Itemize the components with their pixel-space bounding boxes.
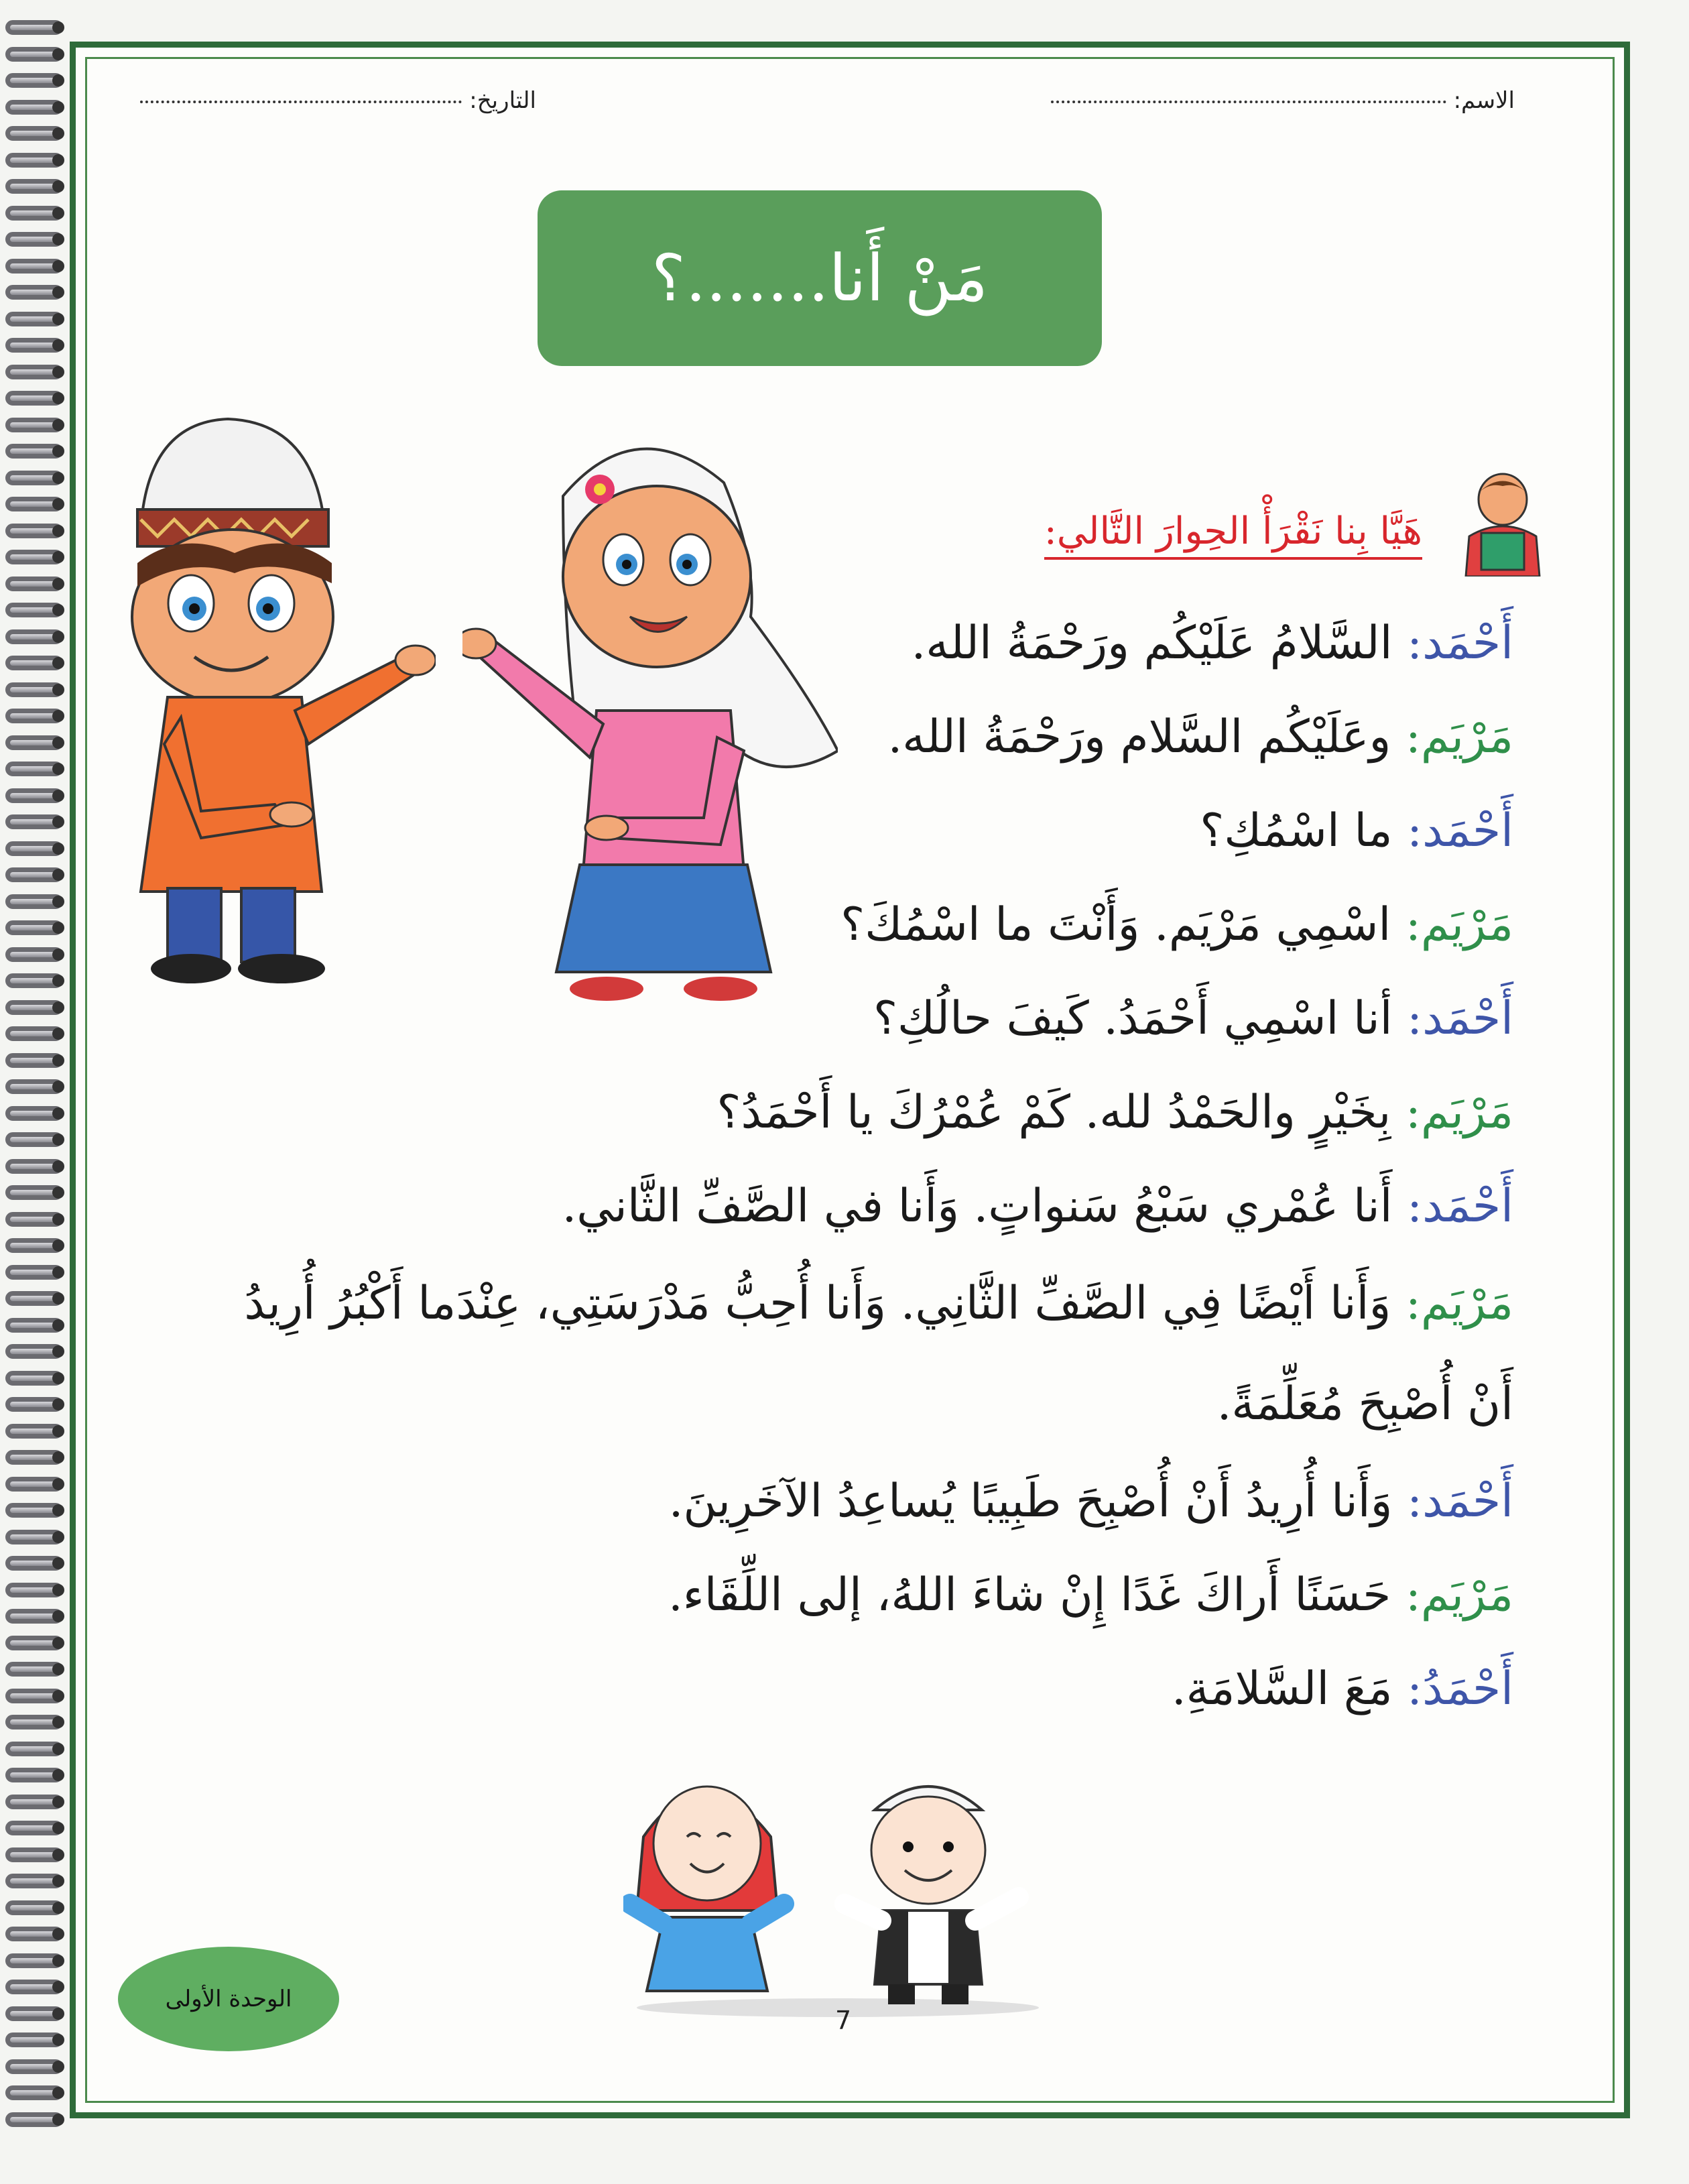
binding-hole: [52, 392, 64, 404]
binding-hole: [52, 1319, 64, 1331]
dialog-line: [186, 1254, 1513, 1455]
binding-hole: [52, 1425, 64, 1437]
speaker-name: مَرْيَم:: [1405, 1086, 1513, 1139]
binding-hole: [52, 419, 64, 431]
binding-hole: [52, 1478, 64, 1490]
binding-hole: [52, 21, 64, 34]
binding-hole: [52, 790, 64, 802]
binding-hole: [52, 366, 64, 378]
speaker-name: أَحْمَد:: [1407, 804, 1513, 857]
binding-hole: [52, 498, 64, 510]
dialog-line: [186, 690, 1513, 784]
binding-hole: [52, 1398, 64, 1410]
binding-hole: [52, 525, 64, 537]
name-blank-line: [1051, 101, 1446, 103]
date-label: التاريخ:: [469, 87, 536, 114]
page-title: مَنْ أَنا.......؟: [651, 241, 989, 316]
dialog-line: [186, 1066, 1513, 1160]
binding-hole: [52, 1769, 64, 1781]
binding-hole: [52, 1796, 64, 1808]
binding-hole: [52, 1875, 64, 1887]
binding-hole: [52, 74, 64, 86]
binding-hole: [52, 180, 64, 192]
binding-hole: [52, 1902, 64, 1914]
dialog-text: اسْمِي مَرْيَم. وَأَنْتَ ما اسْمُكَ؟: [840, 898, 1391, 951]
binding-hole: [52, 869, 64, 881]
dialog-line: [186, 972, 1513, 1066]
speaker-name: مَرْيَم:: [1405, 711, 1513, 764]
binding-hole: [52, 1134, 64, 1146]
binding-hole: [52, 101, 64, 113]
dialog-text: مَعَ السَّلامَةِ.: [1171, 1662, 1393, 1715]
dialog-line: [186, 1160, 1513, 1254]
binding-hole: [52, 1584, 64, 1596]
dialog-text: ما اسْمُكِ؟: [1200, 804, 1393, 857]
binding-hole: [52, 843, 64, 855]
dialog-line: [186, 784, 1513, 878]
name-label: الاسم:: [1453, 87, 1515, 114]
dialog-text: أَنا عُمْري سَبْعُ سَنواتٍ. وَأَنا في الصَّفِّ الثَّاني.: [562, 1180, 1393, 1233]
speaker-name: مَرْيَم:: [1405, 1569, 1513, 1622]
binding-hole: [52, 2087, 64, 2099]
speaker-name: أَحْمَد:: [1407, 992, 1513, 1045]
page-number: 7: [835, 2006, 852, 2035]
binding-hole: [52, 631, 64, 643]
binding-hole: [52, 1081, 64, 1093]
binding-hole: [52, 1160, 64, 1172]
unit-label: الوحدة الأولى: [165, 1986, 292, 2012]
speaker-name: أَحْمَد:: [1407, 617, 1513, 670]
binding-hole: [52, 286, 64, 298]
binding-hole: [52, 127, 64, 139]
binding-hole: [52, 339, 64, 351]
binding-hole: [52, 604, 64, 616]
binding-hole: [52, 684, 64, 696]
binding-hole: [52, 657, 64, 669]
binding-hole: [52, 233, 64, 245]
binding-hole: [52, 472, 64, 484]
dialog-text: أنا اسْمِي أَحْمَدُ. كَيفَ حالُكِ؟: [873, 992, 1393, 1045]
binding-hole: [52, 1610, 64, 1622]
binding-hole: [52, 1002, 64, 1014]
binding-hole: [52, 1637, 64, 1649]
speaker-name: أَحْمَد:: [1407, 1475, 1513, 1528]
binding-hole: [52, 1266, 64, 1278]
binding-hole: [52, 1981, 64, 1993]
dialog-line: [186, 1549, 1513, 1642]
binding-hole: [52, 1716, 64, 1728]
speaker-name: مَرْيَم:: [1405, 1277, 1513, 1330]
speaker-name: أَحْمَد:: [1407, 1180, 1513, 1233]
binding-hole: [52, 1531, 64, 1543]
binding-hole: [52, 922, 64, 934]
binding-hole: [52, 1822, 64, 1834]
binding-hole: [52, 1690, 64, 1702]
waving-kids-illustration: [623, 1736, 1052, 2018]
binding-hole: [52, 445, 64, 457]
binding-hole: [52, 737, 64, 749]
date-field: [140, 87, 536, 114]
binding-hole: [52, 1451, 64, 1463]
dialog-text: بِخَيْرٍ والحَمْدُ لله. كَمْ عُمْرُكَ يا أَحْمَدُ؟: [716, 1086, 1391, 1139]
dialog-line: [186, 1642, 1513, 1736]
binding-hole: [52, 551, 64, 563]
binding-hole: [52, 1743, 64, 1755]
binding-hole: [52, 1054, 64, 1067]
dialog-text: وَأَنا أُرِيدُ أَنْ أُصْبِحَ طَبِيبًا يُساعِدُ الآخَرِينَ.: [668, 1475, 1393, 1528]
dialog-text: وَأَنا أَيْضًا فِي الصَّفِّ الثَّانِي. وَأَنا أُحِبُّ مَدْرَسَتِي، عِنْدَما أَكْبُرُ أُرِيدُ أَنْ أُصْبِحَ مُعَلِّمَةً.: [244, 1277, 1513, 1431]
dialog-text: حَسَنًا أَراكَ غَدًا إِنْ شاءَ اللهُ، إلى اللِّقَاء.: [668, 1569, 1391, 1622]
binding-hole: [52, 2114, 64, 2126]
binding-hole: [52, 1955, 64, 1967]
binding-hole: [52, 896, 64, 908]
binding-hole: [52, 816, 64, 828]
name-field: [1051, 87, 1515, 114]
binding-hole: [52, 2034, 64, 2046]
binding-hole: [52, 1239, 64, 1252]
unit-badge: [118, 1947, 339, 2051]
instruction-text: هَيَّا بِنا نَقْرَأْ الحِوارَ التَّالي:: [1044, 509, 1422, 560]
binding-hole: [52, 949, 64, 961]
binding-hole: [52, 48, 64, 60]
dialog-text: السَّلامُ عَلَيْكُم ورَحْمَةُ الله.: [911, 617, 1393, 670]
binding-hole: [52, 578, 64, 590]
dialog-list: [186, 597, 1513, 1736]
binding-hole: [52, 2061, 64, 2073]
dialog-text: وعَلَيْكُم السَّلام ورَحْمَةُ الله.: [887, 711, 1391, 764]
binding-hole: [52, 1504, 64, 1516]
binding-hole: [52, 763, 64, 775]
date-blank-line: [140, 101, 462, 103]
binding-hole: [52, 1372, 64, 1384]
binding-hole: [52, 1213, 64, 1225]
binding-hole: [52, 1292, 64, 1305]
binding-hole: [52, 1187, 64, 1199]
binding-hole: [52, 1557, 64, 1569]
binding-hole: [52, 1028, 64, 1040]
dialog-line: [186, 1455, 1513, 1549]
binding-hole: [52, 1663, 64, 1675]
binding-hole: [52, 1849, 64, 1861]
binding-hole: [52, 1345, 64, 1357]
reading-boy-icon: [1456, 469, 1550, 577]
binding-hole: [52, 313, 64, 325]
speaker-name: مَرْيَم:: [1405, 898, 1513, 951]
speaker-name: أَحْمَدُ:: [1407, 1662, 1513, 1715]
binding-hole: [52, 2008, 64, 2020]
dialog-line: [186, 597, 1513, 690]
binding-hole: [52, 260, 64, 272]
binding-hole: [52, 710, 64, 722]
page-title-box: [538, 190, 1102, 366]
binding-hole: [52, 207, 64, 219]
binding-hole: [52, 1928, 64, 1940]
spiral-binding: [0, 20, 67, 2165]
binding-hole: [52, 154, 64, 166]
dialog-line: [186, 878, 1513, 972]
binding-hole: [52, 975, 64, 987]
binding-hole: [52, 1107, 64, 1119]
